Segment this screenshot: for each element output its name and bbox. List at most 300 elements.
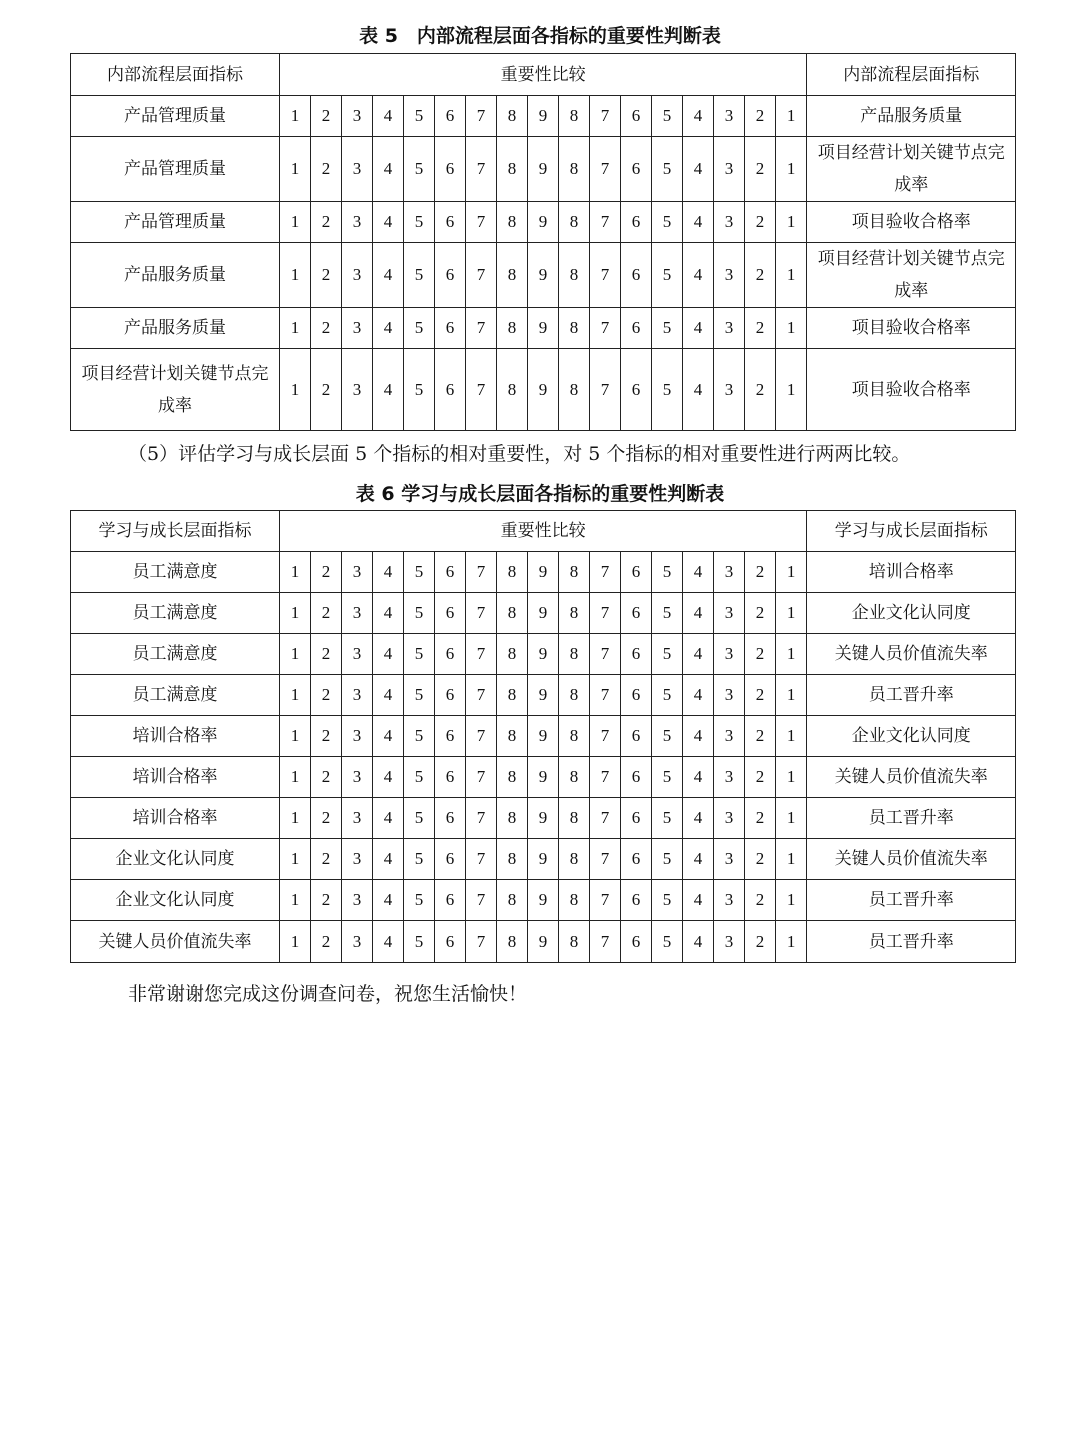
scale-option[interactable]: 7 (590, 349, 621, 431)
scale-option[interactable]: 8 (559, 593, 590, 634)
scale-option[interactable]: 6 (621, 552, 652, 593)
scale-option[interactable]: 8 (559, 798, 590, 839)
scale-option[interactable]: 9 (528, 757, 559, 798)
scale-option[interactable]: 4 (683, 675, 714, 716)
row-right-indicator (807, 96, 1016, 137)
scale-option[interactable]: 2 (745, 137, 776, 202)
scale-option[interactable]: 4 (373, 675, 404, 716)
scale-option[interactable]: 7 (466, 757, 497, 798)
scale-option[interactable]: 4 (373, 137, 404, 202)
scale-option[interactable]: 6 (435, 202, 466, 243)
scale-option[interactable]: 3 (714, 349, 745, 431)
header-row (71, 511, 1016, 552)
scale-option[interactable]: 9 (528, 593, 559, 634)
scale-option[interactable]: 8 (559, 675, 590, 716)
scale-option[interactable]: 4 (683, 593, 714, 634)
scale-option[interactable]: 1 (280, 349, 311, 431)
scale-option[interactable]: 8 (497, 308, 528, 349)
scale-option[interactable]: 7 (590, 921, 621, 963)
scale-option[interactable]: 7 (466, 921, 497, 963)
scale-option[interactable]: 5 (404, 675, 435, 716)
scale-option[interactable]: 1 (776, 308, 807, 349)
scale-option[interactable]: 3 (342, 921, 373, 963)
scale-option[interactable]: 8 (559, 839, 590, 880)
scale-option[interactable]: 6 (621, 243, 652, 308)
scale-option[interactable]: 4 (683, 202, 714, 243)
scale-option[interactable]: 1 (280, 839, 311, 880)
scale-option[interactable]: 3 (342, 757, 373, 798)
scale-option[interactable]: 7 (466, 593, 497, 634)
scale-option[interactable]: 5 (652, 593, 683, 634)
scale-option[interactable]: 7 (590, 880, 621, 921)
scale-option[interactable]: 3 (342, 308, 373, 349)
scale-option[interactable]: 4 (373, 634, 404, 675)
table5-caption: 表 5 内部流程层面各指标的重要性判断表 (359, 25, 721, 47)
scale-option[interactable]: 3 (714, 675, 745, 716)
scale-option[interactable]: 4 (373, 593, 404, 634)
scale-option[interactable]: 9 (528, 634, 559, 675)
scale-option[interactable]: 6 (621, 137, 652, 202)
scale-option[interactable]: 6 (621, 202, 652, 243)
scale-option[interactable]: 9 (528, 96, 559, 137)
scale-option[interactable]: 1 (776, 593, 807, 634)
scale-option[interactable]: 4 (373, 716, 404, 757)
scale-option[interactable]: 4 (683, 634, 714, 675)
scale-option[interactable]: 8 (497, 243, 528, 308)
scale-option[interactable]: 7 (466, 798, 497, 839)
scale-option[interactable]: 7 (590, 308, 621, 349)
scale-option[interactable]: 2 (311, 675, 342, 716)
scale-option[interactable]: 3 (714, 921, 745, 963)
scale-option[interactable]: 8 (497, 880, 528, 921)
scale-option[interactable]: 9 (528, 552, 559, 593)
scale-option[interactable]: 1 (776, 349, 807, 431)
scale-option[interactable]: 3 (714, 96, 745, 137)
row-right-indicator (807, 675, 1016, 716)
scale-option[interactable]: 4 (683, 880, 714, 921)
scale-option[interactable]: 6 (435, 757, 466, 798)
scale-option[interactable]: 8 (497, 921, 528, 963)
scale-option[interactable]: 1 (776, 552, 807, 593)
row-left-indicator-text: 培训合格率 (132, 767, 218, 787)
scale-option[interactable]: 1 (776, 202, 807, 243)
scale-option[interactable]: 2 (745, 880, 776, 921)
scale-option[interactable]: 8 (497, 349, 528, 431)
scale-option[interactable]: 2 (745, 349, 776, 431)
row-left-indicator (71, 552, 280, 593)
scale-option[interactable]: 8 (497, 96, 528, 137)
scale-option[interactable]: 9 (528, 716, 559, 757)
scale-option[interactable]: 1 (776, 798, 807, 839)
scale-option[interactable]: 5 (404, 839, 435, 880)
scale-option[interactable]: 1 (776, 675, 807, 716)
scale-option[interactable]: 8 (559, 921, 590, 963)
scale-option[interactable]: 5 (404, 243, 435, 308)
scale-option[interactable]: 5 (404, 96, 435, 137)
scale-option[interactable]: 3 (342, 716, 373, 757)
scale-option[interactable]: 6 (435, 552, 466, 593)
scale-option[interactable]: 4 (373, 202, 404, 243)
scale-option[interactable]: 5 (404, 202, 435, 243)
scale-option[interactable]: 5 (652, 202, 683, 243)
scale-option[interactable]: 2 (745, 675, 776, 716)
row-left-indicator-text: 关键人员价值流失率 (98, 931, 252, 952)
scale-option[interactable]: 7 (466, 202, 497, 243)
scale-option[interactable]: 7 (590, 757, 621, 798)
scale-option[interactable]: 6 (621, 757, 652, 798)
scale-option[interactable]: 8 (497, 757, 528, 798)
scale-option[interactable]: 1 (776, 839, 807, 880)
scale-option[interactable]: 4 (683, 716, 714, 757)
scale-option[interactable]: 1 (280, 675, 311, 716)
scale-option[interactable]: 6 (621, 921, 652, 963)
scale-option[interactable]: 5 (404, 308, 435, 349)
scale-option[interactable]: 8 (497, 552, 528, 593)
scale-option[interactable]: 6 (435, 243, 466, 308)
scale-option[interactable]: 1 (280, 308, 311, 349)
scale-option[interactable]: 6 (435, 675, 466, 716)
scale-option[interactable]: 2 (311, 921, 342, 963)
scale-option[interactable]: 2 (745, 243, 776, 308)
scale-option[interactable]: 5 (652, 757, 683, 798)
scale-option[interactable]: 2 (311, 798, 342, 839)
scale-option[interactable]: 8 (497, 137, 528, 202)
scale-option[interactable]: 4 (373, 96, 404, 137)
scale-option[interactable]: 9 (528, 880, 559, 921)
table-row (71, 349, 1016, 431)
scale-option[interactable]: 5 (404, 349, 435, 431)
scale-option[interactable]: 4 (683, 798, 714, 839)
row-left-indicator-text: 员工满意度 (132, 644, 218, 664)
scale-option[interactable]: 8 (559, 716, 590, 757)
scale-option[interactable]: 5 (652, 839, 683, 880)
scale-option[interactable]: 1 (776, 716, 807, 757)
scale-option[interactable]: 1 (776, 757, 807, 798)
scale-option[interactable]: 2 (745, 839, 776, 880)
scale-option[interactable]: 4 (683, 96, 714, 137)
scale-option[interactable]: 4 (683, 308, 714, 349)
scale-option[interactable]: 1 (776, 634, 807, 675)
scale-option[interactable]: 8 (559, 202, 590, 243)
scale-option[interactable]: 7 (466, 552, 497, 593)
scale-option[interactable]: 8 (559, 243, 590, 308)
scale-option[interactable]: 6 (435, 593, 466, 634)
scale-option[interactable]: 1 (280, 243, 311, 308)
row-left-indicator-text: 产品服务质量 (124, 318, 226, 338)
scale-option[interactable]: 4 (373, 308, 404, 349)
scale-option[interactable]: 6 (621, 839, 652, 880)
scale-option[interactable]: 5 (404, 593, 435, 634)
scale-option[interactable]: 1 (280, 798, 311, 839)
scale-option[interactable]: 8 (559, 308, 590, 349)
scale-option[interactable]: 4 (683, 552, 714, 593)
scale-option[interactable]: 7 (466, 349, 497, 431)
scale-option[interactable]: 2 (311, 202, 342, 243)
row-left-indicator (71, 349, 280, 431)
scale-option[interactable]: 1 (776, 137, 807, 202)
scale-option[interactable]: 2 (745, 921, 776, 963)
scale-option[interactable]: 1 (776, 243, 807, 308)
scale-option[interactable]: 2 (311, 137, 342, 202)
scale-option[interactable]: 3 (714, 593, 745, 634)
scale-option[interactable]: 6 (621, 634, 652, 675)
scale-option[interactable]: 4 (683, 839, 714, 880)
row-right-indicator-text: 员工晋升率 (868, 685, 954, 705)
scale-option[interactable]: 9 (528, 839, 559, 880)
scale-option[interactable]: 7 (590, 593, 621, 634)
scale-option[interactable]: 4 (683, 757, 714, 798)
scale-option[interactable]: 7 (466, 716, 497, 757)
scale-option[interactable]: 1 (776, 880, 807, 921)
scale-option[interactable]: 3 (342, 839, 373, 880)
scale-option[interactable]: 5 (652, 308, 683, 349)
scale-option[interactable]: 7 (466, 839, 497, 880)
row-right-indicator-text: 企业文化认同度 (851, 603, 971, 623)
scale-option[interactable]: 5 (404, 716, 435, 757)
scale-option[interactable]: 8 (559, 634, 590, 675)
scale-option[interactable]: 2 (745, 757, 776, 798)
scale-option[interactable]: 3 (714, 880, 745, 921)
scale-option[interactable]: 3 (714, 634, 745, 675)
scale-option[interactable]: 6 (621, 96, 652, 137)
row-left-indicator (71, 593, 280, 634)
scale-option[interactable]: 6 (621, 308, 652, 349)
scale-option[interactable]: 4 (373, 552, 404, 593)
row-left-indicator-text: 产品管理质量 (124, 159, 226, 179)
scale-option[interactable]: 3 (714, 798, 745, 839)
scale-option[interactable]: 6 (621, 349, 652, 431)
scale-option[interactable]: 5 (404, 798, 435, 839)
scale-option[interactable]: 6 (435, 880, 466, 921)
scale-option[interactable]: 6 (435, 716, 466, 757)
scale-option[interactable]: 1 (776, 921, 807, 963)
scale-option[interactable]: 3 (342, 880, 373, 921)
scale-option[interactable]: 2 (745, 96, 776, 137)
scale-option[interactable]: 7 (590, 839, 621, 880)
scale-option[interactable]: 3 (714, 716, 745, 757)
scale-option[interactable]: 7 (590, 675, 621, 716)
scale-option[interactable]: 6 (435, 137, 466, 202)
table-row (71, 798, 1016, 839)
scale-option[interactable]: 8 (497, 634, 528, 675)
scale-option[interactable]: 8 (559, 552, 590, 593)
scale-option[interactable]: 8 (497, 839, 528, 880)
scale-option[interactable]: 1 (280, 552, 311, 593)
scale-option[interactable]: 1 (280, 96, 311, 137)
scale-option[interactable]: 3 (342, 593, 373, 634)
table-row (71, 552, 1016, 593)
scale-option[interactable]: 3 (342, 349, 373, 431)
row-left-indicator-text: 培训合格率 (132, 808, 218, 828)
scale-option[interactable]: 7 (466, 137, 497, 202)
scale-option[interactable]: 4 (373, 839, 404, 880)
scale-option[interactable]: 4 (683, 349, 714, 431)
scale-option[interactable]: 9 (528, 308, 559, 349)
scale-option[interactable]: 6 (621, 716, 652, 757)
scale-option[interactable]: 8 (497, 798, 528, 839)
scale-option[interactable]: 9 (528, 349, 559, 431)
scale-option[interactable]: 2 (745, 593, 776, 634)
scale-option[interactable]: 2 (311, 757, 342, 798)
scale-option[interactable]: 2 (311, 634, 342, 675)
scale-option[interactable]: 5 (404, 552, 435, 593)
row-left-indicator (71, 675, 280, 716)
scale-option[interactable]: 5 (652, 675, 683, 716)
scale-option[interactable]: 5 (404, 634, 435, 675)
scale-option[interactable]: 6 (435, 798, 466, 839)
scale-option[interactable]: 3 (714, 308, 745, 349)
scale-option[interactable]: 4 (373, 798, 404, 839)
row-right-indicator-text: 产品服务质量 (860, 106, 963, 126)
scale-option[interactable]: 5 (652, 243, 683, 308)
scale-option[interactable]: 6 (621, 880, 652, 921)
scale-option[interactable]: 4 (373, 349, 404, 431)
scale-option[interactable]: 8 (497, 716, 528, 757)
scale-option[interactable]: 5 (652, 921, 683, 963)
scale-option[interactable]: 4 (683, 137, 714, 202)
scale-option[interactable]: 2 (745, 552, 776, 593)
row-right-indicator (807, 880, 1016, 921)
scale-option[interactable]: 3 (714, 202, 745, 243)
scale-option[interactable]: 6 (435, 96, 466, 137)
scale-option[interactable]: 8 (497, 202, 528, 243)
scale-option[interactable]: 5 (652, 349, 683, 431)
table6-caption: 表 6 学习与成长层面各指标的重要性判断表 (355, 483, 725, 505)
scale-option[interactable]: 6 (621, 675, 652, 716)
scale-option[interactable]: 2 (311, 96, 342, 137)
row-right-indicator (807, 634, 1016, 675)
scale-option[interactable]: 6 (435, 839, 466, 880)
scale-option[interactable]: 8 (559, 137, 590, 202)
scale-option[interactable]: 1 (280, 137, 311, 202)
scale-option[interactable]: 8 (559, 349, 590, 431)
scale-option[interactable]: 2 (311, 839, 342, 880)
row-left-indicator-text: 企业文化认同度 (115, 849, 235, 869)
scale-option[interactable]: 1 (280, 202, 311, 243)
scale-option[interactable]: 4 (373, 243, 404, 308)
scale-option[interactable]: 2 (311, 308, 342, 349)
scale-option[interactable]: 2 (745, 308, 776, 349)
scale-option[interactable]: 1 (280, 716, 311, 757)
scale-option[interactable]: 5 (652, 552, 683, 593)
scale-option[interactable]: 7 (590, 137, 621, 202)
scale-option[interactable]: 9 (528, 921, 559, 963)
scale-option[interactable]: 6 (435, 921, 466, 963)
scale-option[interactable]: 1 (776, 96, 807, 137)
scale-option[interactable]: 2 (311, 552, 342, 593)
scale-option[interactable]: 8 (559, 880, 590, 921)
scale-option[interactable]: 5 (404, 757, 435, 798)
scale-option[interactable]: 2 (311, 243, 342, 308)
scale-option[interactable]: 4 (373, 757, 404, 798)
scale-option[interactable]: 8 (559, 757, 590, 798)
scale-option[interactable]: 1 (280, 921, 311, 963)
scale-option[interactable]: 2 (311, 593, 342, 634)
scale-option[interactable]: 7 (590, 202, 621, 243)
scale-option[interactable]: 7 (466, 634, 497, 675)
scale-option[interactable]: 8 (559, 96, 590, 137)
table-row (71, 757, 1016, 798)
scale-option[interactable]: 7 (466, 308, 497, 349)
scale-option[interactable]: 6 (435, 349, 466, 431)
scale-option[interactable]: 3 (714, 552, 745, 593)
row-left-indicator (71, 757, 280, 798)
scale-option[interactable]: 5 (652, 96, 683, 137)
scale-option[interactable]: 5 (652, 716, 683, 757)
scale-option[interactable]: 7 (466, 675, 497, 716)
scale-option[interactable]: 7 (590, 634, 621, 675)
scale-option[interactable]: 3 (342, 96, 373, 137)
scale-option[interactable]: 2 (745, 716, 776, 757)
scale-option[interactable]: 7 (590, 243, 621, 308)
scale-option[interactable]: 9 (528, 798, 559, 839)
scale-option[interactable]: 4 (683, 243, 714, 308)
scale-option[interactable]: 4 (683, 921, 714, 963)
scale-option[interactable]: 3 (342, 675, 373, 716)
scale-option[interactable]: 3 (714, 137, 745, 202)
scale-option[interactable]: 4 (373, 921, 404, 963)
scale-option[interactable]: 8 (497, 593, 528, 634)
scale-option[interactable]: 5 (404, 880, 435, 921)
scale-option[interactable]: 5 (652, 137, 683, 202)
scale-option[interactable]: 3 (342, 137, 373, 202)
scale-option[interactable]: 6 (621, 798, 652, 839)
scale-option[interactable]: 6 (435, 634, 466, 675)
scale-option[interactable]: 9 (528, 675, 559, 716)
scale-option[interactable]: 5 (404, 137, 435, 202)
scale-option[interactable]: 3 (714, 757, 745, 798)
scale-option[interactable]: 3 (342, 798, 373, 839)
scale-option[interactable]: 4 (373, 880, 404, 921)
scale-option[interactable]: 2 (745, 798, 776, 839)
scale-option[interactable]: 7 (590, 798, 621, 839)
scale-option[interactable]: 7 (466, 96, 497, 137)
scale-option[interactable]: 3 (342, 243, 373, 308)
scale-option[interactable]: 9 (528, 243, 559, 308)
scale-option[interactable]: 1 (280, 880, 311, 921)
scale-option[interactable]: 7 (590, 96, 621, 137)
scale-option[interactable]: 3 (714, 839, 745, 880)
scale-option[interactable]: 8 (497, 675, 528, 716)
scale-option[interactable]: 9 (528, 202, 559, 243)
scale-option[interactable]: 7 (466, 880, 497, 921)
scale-option[interactable]: 5 (404, 921, 435, 963)
scale-option[interactable]: 2 (745, 202, 776, 243)
scale-option[interactable]: 1 (280, 634, 311, 675)
scale-option[interactable]: 3 (342, 634, 373, 675)
scale-option[interactable]: 7 (466, 243, 497, 308)
scale-option[interactable]: 3 (342, 552, 373, 593)
row-right-indicator (807, 593, 1016, 634)
scale-option[interactable]: 2 (311, 716, 342, 757)
scale-option[interactable]: 2 (311, 880, 342, 921)
scale-option[interactable]: 5 (652, 880, 683, 921)
scale-option[interactable]: 6 (621, 593, 652, 634)
row-left-indicator-text: 产品服务质量 (124, 265, 226, 285)
scale-option[interactable]: 1 (280, 593, 311, 634)
scale-option[interactable]: 7 (590, 716, 621, 757)
scale-option[interactable]: 2 (745, 634, 776, 675)
scale-option[interactable]: 5 (652, 634, 683, 675)
scale-option[interactable]: 3 (342, 202, 373, 243)
scale-option[interactable]: 7 (590, 552, 621, 593)
scale-option[interactable]: 1 (280, 757, 311, 798)
scale-option[interactable]: 5 (652, 798, 683, 839)
scale-option[interactable]: 6 (435, 308, 466, 349)
scale-option[interactable]: 3 (714, 243, 745, 308)
scale-option[interactable]: 2 (311, 349, 342, 431)
scale-option[interactable]: 9 (528, 137, 559, 202)
